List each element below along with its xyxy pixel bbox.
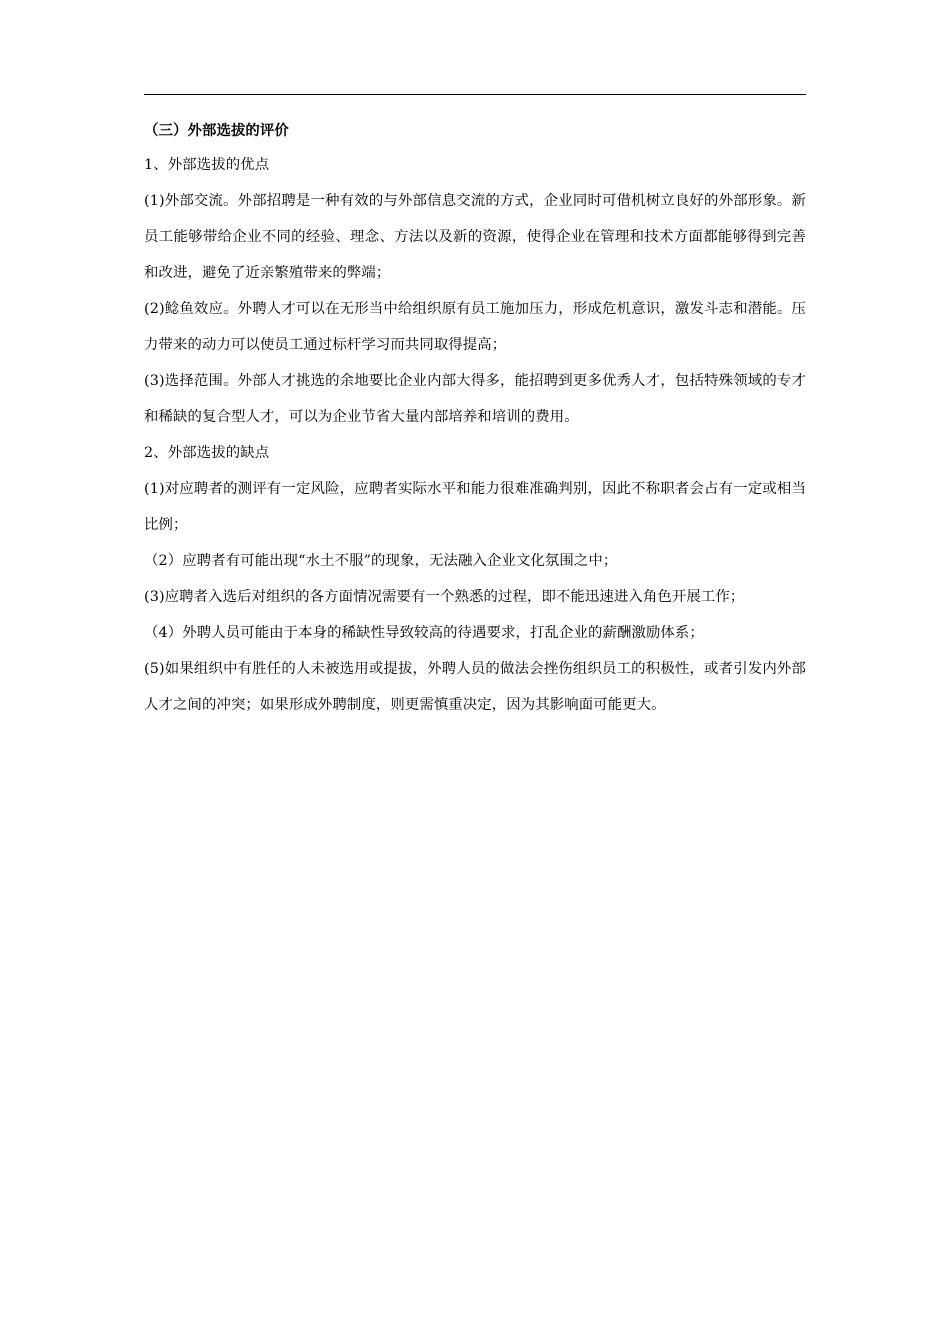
document-body	[144, 116, 806, 723]
advantage-item-1: (1)外部交流。外部招聘是一种有效的与外部信息交流的方式，企业同时可借机树立良好的外部形象。新员工能够带给企业不同的经验、理念、方法以及新的资源，使得企业在管理和技术方面都能够得到完善和改进，避免了近亲繁殖带来的弊端；	[144, 193, 806, 281]
disadvantage-item-2: （2）应聘者有可能出现“水土不服”的现象，无法融入企业文化氛围之中；	[144, 553, 618, 569]
disadvantage-item-4: （4）外聘人员可能由于本身的稀缺性导致较高的待遇要求，打乱企业的薪酬激励体系；	[144, 625, 704, 641]
advantage-item-3: (3)选择范围。外部人才挑选的余地要比企业内部大得多，能招聘到更多优秀人才，包括特殊领域的专才和稀缺的复合型人才，可以为企业节省大量内部培养和培训的费用。	[144, 373, 806, 425]
disadvantage-item-3: (3)应聘者入选后对组织的各方面情况需要有一个熟悉的过程，即不能迅速进入角色开展工作；	[144, 589, 745, 605]
advantage-item-2: (2)鲶鱼效应。外聘人才可以在无形当中给组织原有员工施加压力，形成危机意识，激发斗志和潜能。压力带来的动力可以使员工通过标杆学习而共同取得提高；	[144, 301, 806, 353]
disadvantages-heading: 2、外部选拔的缺点	[144, 445, 270, 461]
section-title: （三）外部选拔的评价	[144, 122, 289, 139]
advantages-heading: 1、外部选拔的优点	[144, 157, 270, 173]
disadvantage-item-1: (1)对应聘者的测评有一定风险，应聘者实际水平和能力很难准确判别，因此不称职者会占有一定或相当比例；	[144, 481, 806, 533]
disadvantage-item-5: (5)如果组织中有胜任的人未被选用或提拔，外聘人员的做法会挫伤组织员工的积极性，或者引发内外部人才之间的冲突；如果形成外聘制度，则更需慎重决定，因为其影响面可能更大。	[144, 661, 806, 713]
header-rule	[144, 94, 806, 95]
